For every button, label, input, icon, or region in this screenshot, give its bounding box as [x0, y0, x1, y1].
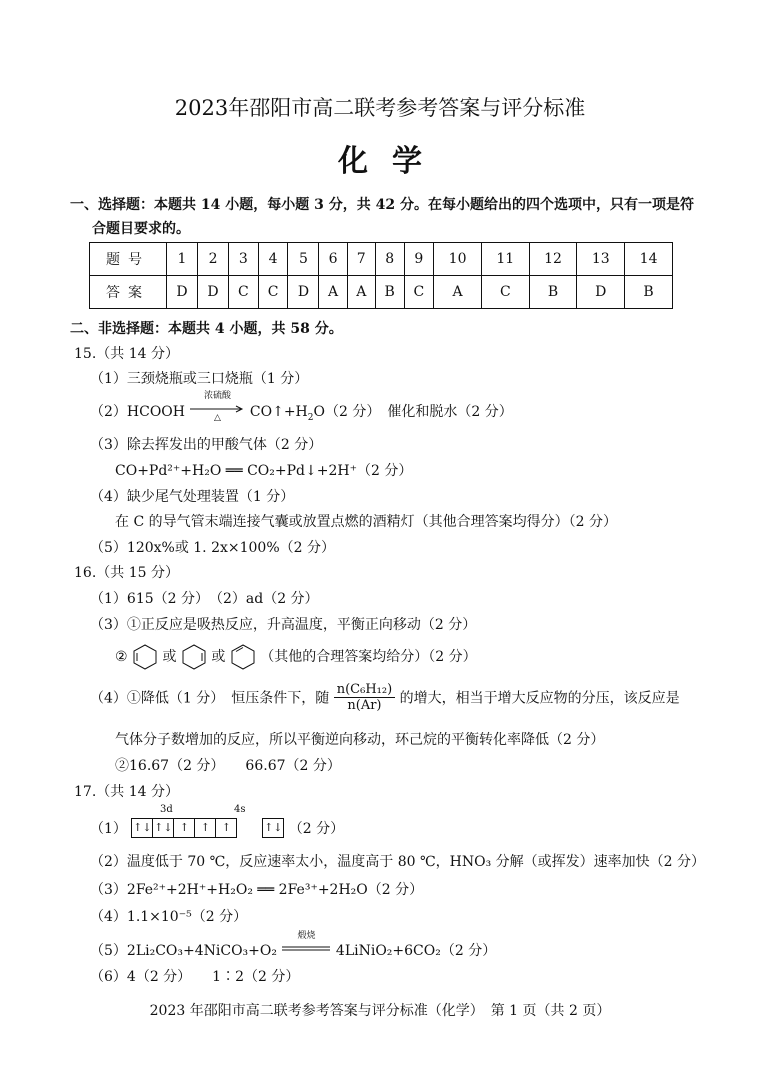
- cell-number: 8: [375, 243, 404, 276]
- cell-answer: D: [167, 276, 198, 309]
- item-marker: （1）: [90, 821, 127, 837]
- q15-line3: （3）除去挥发出的甲酸气体（2 分）: [90, 437, 323, 453]
- part1-heading: 一、选择题：本题共 14 小题，每小题 3 分，共 42 分。在每小题给出的四个选项中，只有一项是符: [70, 197, 694, 213]
- q17-head: 17.（共 14 分）: [74, 784, 179, 800]
- q16-l4-left: （4）①降低（1 分） 恒压条件下，随: [90, 690, 330, 707]
- part2-heading: 二、非选择题：本题共 4 小题，共 58 分。: [70, 321, 343, 337]
- q17-l5-right: 4LiNiO₂+6CO₂（2 分）: [335, 943, 497, 959]
- fraction-numerator: n(C₆H₁₂): [334, 682, 395, 698]
- q16-l3b-suffix: （其他的合理答案均给分）（2 分）: [260, 649, 477, 665]
- q17-line3: （3）2Fe²⁺+2H⁺+H₂O₂ ══ 2Fe³⁺+2H₂O（2 分）: [90, 882, 424, 898]
- cell-number: 10: [434, 243, 482, 276]
- q17-line4: （4）1.1×10⁻⁵（2 分）: [90, 909, 248, 925]
- cell-answer: C: [481, 276, 529, 309]
- orbital-cell: ↑↓: [264, 821, 283, 834]
- cell-answer: C: [229, 276, 259, 309]
- orbital-cell: ↑: [174, 819, 195, 837]
- q15-line4b: 在 C 的导气管末端连接气囊或放置点燃的酒精灯（其他合理答案均得分）（2 分）: [115, 514, 617, 530]
- cyclohexene-icon: [230, 643, 256, 671]
- item-marker: ②: [115, 649, 128, 665]
- cell-number: 4: [258, 243, 288, 276]
- cell-number: 14: [625, 243, 673, 276]
- orbital-cell: ↑↓: [132, 819, 153, 837]
- cell-answer: B: [375, 276, 404, 309]
- cell-number: 6: [319, 243, 347, 276]
- q15-line2: （2）HCOOH 浓硫酸 △ $CO↑+H_2O(2$ 分） 催化和脱水（2 分）: [90, 400, 513, 423]
- q16-line3: （3）①正反应是吸热反应，升高温度，平衡正向移动（2 分）: [90, 617, 477, 633]
- cell-number: 13: [577, 243, 625, 276]
- q15-l2-right: O（2 分） 催化和脱水（2 分）: [313, 404, 513, 420]
- table-row-answers: [90, 276, 673, 309]
- cell-number: 12: [529, 243, 577, 276]
- q16-line4c: 气体分子数增加的反应，所以平衡逆向移动，环己烷的平衡转化率降低（2 分）: [115, 732, 605, 748]
- cell-answer: B: [529, 276, 577, 309]
- q17-line6: （6）4（2 分） 1∶2（2 分）: [90, 969, 300, 985]
- q16-l4-right: 的增大，相当于增大反应物的分压，该反应是: [399, 690, 680, 707]
- arrow-cond-bottom: △: [213, 413, 221, 423]
- cell-answer: D: [577, 276, 625, 309]
- reaction-equals: [281, 931, 331, 955]
- orbital-cell: ↑: [195, 819, 216, 837]
- cell-answer: C: [404, 276, 434, 309]
- orbital-cell: ↑: [221, 821, 231, 834]
- q16-head: 16.（共 15 分）: [74, 565, 179, 581]
- subject-heading: 化学: [338, 144, 446, 179]
- q16-line4: [90, 682, 680, 713]
- q17-line5: [90, 931, 497, 960]
- cell-number: 2: [198, 243, 229, 276]
- q17-line2: （2）温度低于 70 ℃，反应速率太小，温度高于 80 ℃，HNO₃ 分解（或挥发）速率加快（2 分）: [90, 854, 706, 870]
- cell-answer: D: [198, 276, 229, 309]
- q15-l2-mid: CO↑+H: [249, 404, 308, 420]
- cell-number: 3: [229, 243, 259, 276]
- reaction-arrow: [189, 391, 245, 423]
- or-text: 或: [162, 649, 177, 665]
- orbital-cell: ↑↓: [153, 819, 174, 837]
- equals-cond-top: 煅烧: [297, 931, 316, 941]
- cell-answer: C: [258, 276, 288, 309]
- q15-l2-left: （2）HCOOH: [90, 404, 185, 420]
- cell-number: 1: [167, 243, 198, 276]
- cell-answer: A: [319, 276, 347, 309]
- part1-heading-cont: 合题目要求的。: [92, 221, 190, 237]
- q16-line1: （1）615（2 分） （2）ad（2 分）: [90, 591, 319, 607]
- row-label-number: 题号: [90, 243, 167, 276]
- q15-line4: （4）缺少尾气处理装置（1 分）: [90, 489, 295, 505]
- q15-line5: （5）120x%或 1. 2x×100%（2 分）: [90, 540, 335, 556]
- or-text: 或: [211, 649, 226, 665]
- q17-l1-suffix: （2 分）: [288, 821, 345, 837]
- cell-number: 11: [481, 243, 529, 276]
- double-line-icon: [281, 941, 331, 955]
- page-title: 2023年邵阳市高二联考参考答案与评分标准: [174, 96, 586, 120]
- cell-number: 5: [288, 243, 319, 276]
- cell-answer: A: [347, 276, 375, 309]
- q15-line3b: CO+Pd²⁺+H₂O ══ CO₂+Pd↓+2H⁺（2 分）: [115, 463, 413, 479]
- orbital-label-3d: 3d: [160, 804, 173, 815]
- cell-answer: B: [625, 276, 673, 309]
- q17-line1: [90, 818, 344, 838]
- row-label-answer: 答案: [90, 276, 167, 309]
- arrow-cond-top: 浓硫酸: [203, 391, 231, 401]
- orbital-label-4s: 4s: [234, 804, 246, 815]
- answer-table: [89, 242, 673, 309]
- cell-number: 7: [347, 243, 375, 276]
- cyclohexene-icon: [181, 643, 207, 671]
- cell-answer: A: [434, 276, 482, 309]
- q16-line4d: ②16.67（2 分） 66.67（2 分）: [115, 758, 341, 774]
- q16-line3b: [115, 643, 477, 671]
- orbital-box-4s: [262, 818, 284, 838]
- page-footer: 2023 年邵阳市高二联考参考答案与评分标准（化学） 第 1 页（共 2 页）: [149, 1003, 611, 1019]
- ratio-fraction: [334, 682, 395, 713]
- fraction-denominator: n(Ar): [347, 698, 382, 713]
- q15-head: 15.（共 14 分）: [74, 346, 179, 362]
- q15-line1: （1）三颈烧瓶或三口烧瓶（1 分）: [90, 371, 309, 387]
- cell-answer: D: [288, 276, 319, 309]
- table-row-numbers: [90, 243, 673, 276]
- cell-number: 9: [404, 243, 434, 276]
- orbital-box-3d: [131, 818, 237, 838]
- cyclohexene-icon: [132, 643, 158, 671]
- q17-l5-left: （5）2Li₂CO₃+4NiCO₃+O₂: [90, 943, 277, 959]
